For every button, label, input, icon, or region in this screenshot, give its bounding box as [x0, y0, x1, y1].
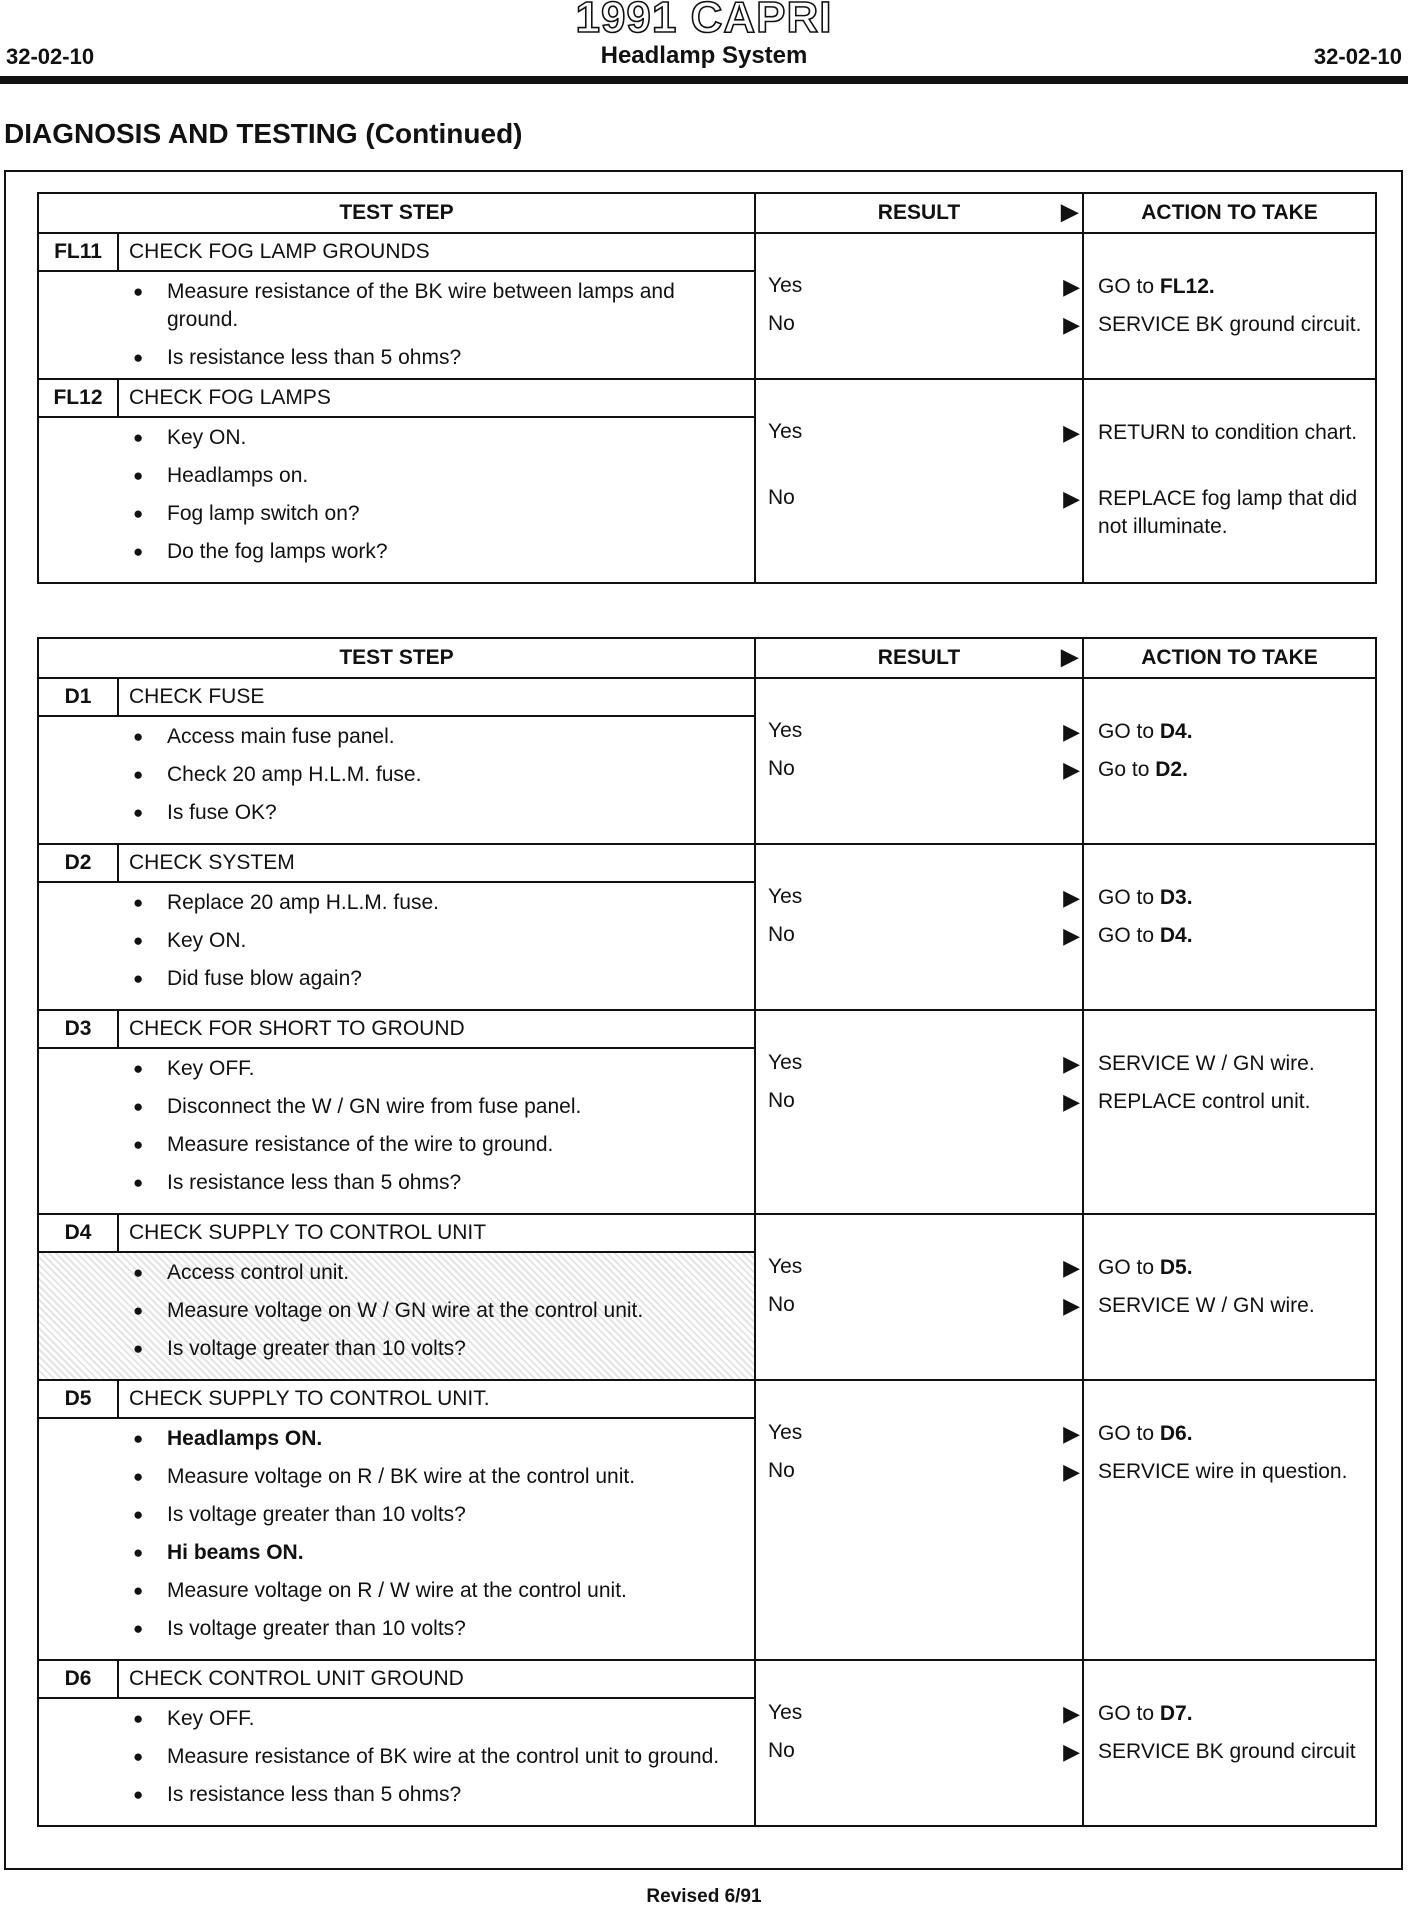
step-title: CHECK FUSE	[118, 678, 755, 716]
bullet-item: ● Is resistance less than 5 ohms?	[39, 1169, 754, 1197]
bullet-item: ● Replace 20 amp H.L.M. fuse.	[39, 889, 754, 917]
action-text	[1098, 1254, 1371, 1282]
test-table-headlamp-delay	[37, 637, 1377, 1827]
step-results	[755, 379, 1083, 583]
bullet-list	[39, 418, 754, 572]
action-text	[1098, 718, 1371, 746]
bullet-item: ● Measure voltage on R / W wire at the control unit.	[39, 1577, 754, 1605]
header-action: ACTION TO TAKE	[1083, 638, 1376, 678]
arrow-icon: ▶	[1063, 1293, 1081, 1318]
step-actions	[1083, 1660, 1376, 1826]
action-prefix: GO to	[1098, 1256, 1160, 1279]
action-target: D7.	[1159, 1702, 1193, 1725]
action-prefix: GO to	[1098, 720, 1160, 743]
bullet-item: ● Measure voltage on R / BK wire at the control unit.	[39, 1463, 754, 1491]
result-no: No	[768, 1293, 795, 1316]
action-prefix: SERVICE wire in question.	[1098, 1460, 1348, 1483]
result-no: No	[768, 312, 795, 335]
action-prefix: SERVICE BK ground circuit	[1098, 1740, 1356, 1763]
action-prefix: SERVICE W / GN wire.	[1098, 1052, 1315, 1075]
bullet-item: ● Is voltage greater than 10 volts?	[39, 1501, 754, 1529]
bullet-item: ● Is resistance less than 5 ohms?	[39, 344, 754, 372]
step-results	[755, 844, 1083, 1010]
action-prefix: GO to	[1098, 1422, 1160, 1445]
header-test-step: TEST STEP	[38, 193, 755, 233]
step-title: CHECK SUPPLY TO CONTROL UNIT	[118, 1214, 755, 1252]
arrow-icon: ▶	[1061, 644, 1079, 669]
step-id: FL11	[38, 233, 118, 271]
bullet-item: ● Measure voltage on W / GN wire at the control unit.	[39, 1297, 754, 1325]
bullet-item: ● Measure resistance of the wire to ground.	[39, 1131, 754, 1159]
section-code-right: 32-02-10	[1313, 44, 1402, 69]
step-id: D4	[38, 1214, 118, 1252]
bullet-item: ● Hi beams ON.	[39, 1539, 754, 1567]
action-text	[1098, 1420, 1371, 1448]
step-title: CHECK CONTROL UNIT GROUND	[118, 1660, 755, 1698]
step-actions	[1083, 379, 1376, 583]
result-yes: Yes	[768, 1701, 803, 1724]
action-prefix: SERVICE BK ground circuit.	[1098, 313, 1362, 336]
action-target: FL12.	[1159, 275, 1215, 298]
bullet-item: ● Headlamps ON.	[39, 1425, 754, 1453]
test-step-row	[38, 678, 1376, 716]
result-yes: Yes	[768, 420, 803, 443]
action-target: D4.	[1159, 924, 1193, 947]
result-yes: Yes	[768, 1255, 803, 1278]
step-id: D1	[38, 678, 118, 716]
arrow-icon: ▶	[1063, 1089, 1081, 1114]
result-no: No	[768, 1459, 795, 1482]
arrow-icon: ▶	[1063, 312, 1081, 337]
step-instructions	[38, 716, 755, 844]
step-instructions	[38, 1048, 755, 1214]
step-results	[755, 678, 1083, 844]
result-yes: Yes	[768, 274, 803, 297]
action-text	[1098, 273, 1371, 301]
arrow-icon: ▶	[1063, 923, 1081, 948]
test-step-row	[38, 379, 1376, 417]
step-actions	[1083, 1214, 1376, 1380]
bullet-list	[39, 883, 754, 999]
result-no: No	[768, 757, 795, 780]
action-target: D2.	[1155, 758, 1188, 781]
arrow-icon: ▶	[1063, 1701, 1081, 1726]
step-title: CHECK SUPPLY TO CONTROL UNIT.	[118, 1380, 755, 1418]
test-step-row	[38, 1214, 1376, 1252]
step-instructions	[38, 271, 755, 379]
test-table-fog-lamps	[37, 192, 1377, 584]
action-text	[1098, 884, 1371, 912]
arrow-icon: ▶	[1063, 486, 1081, 511]
step-id: D5	[38, 1380, 118, 1418]
step-title: CHECK SYSTEM	[118, 844, 755, 882]
step-instructions	[38, 1252, 755, 1380]
step-id: D6	[38, 1660, 118, 1698]
bullet-item: ● Is fuse OK?	[39, 799, 754, 827]
arrow-icon: ▶	[1063, 1051, 1081, 1076]
step-results	[755, 1660, 1083, 1826]
bullet-list	[39, 1419, 754, 1649]
action-prefix: GO to	[1098, 924, 1160, 947]
header-test-step: TEST STEP	[38, 638, 755, 678]
bullet-item: ● Key OFF.	[39, 1055, 754, 1083]
result-yes: Yes	[768, 1051, 803, 1074]
result-no: No	[768, 486, 795, 509]
bullet-item: ● Fog lamp switch on?	[39, 500, 754, 528]
arrow-icon: ▶	[1063, 420, 1081, 445]
section-code-left: 32-02-10	[6, 44, 95, 69]
bullet-list	[39, 1049, 754, 1203]
result-yes: Yes	[768, 719, 803, 742]
bullet-item: ● Access main fuse panel.	[39, 723, 754, 751]
bullet-item: ● Is voltage greater than 10 volts?	[39, 1615, 754, 1643]
step-id: D2	[38, 844, 118, 882]
revision-footer: Revised 6/91	[646, 1886, 762, 1907]
bullet-item: ● Is voltage greater than 10 volts?	[39, 1335, 754, 1363]
action-prefix: REPLACE fog lamp that did not illuminate.	[1098, 487, 1358, 538]
action-text	[1098, 1292, 1371, 1320]
bullet-item: ● Measure resistance of BK wire at the control unit to ground.	[39, 1743, 754, 1771]
bullet-item: ● Key ON.	[39, 927, 754, 955]
action-prefix: GO to	[1098, 1702, 1160, 1725]
arrow-icon: ▶	[1063, 757, 1081, 782]
arrow-icon: ▶	[1063, 1739, 1081, 1764]
step-title: CHECK FOG LAMP GROUNDS	[118, 233, 755, 271]
action-text	[1098, 1458, 1371, 1486]
action-prefix: RETURN to condition chart.	[1098, 421, 1358, 444]
arrow-icon: ▶	[1063, 885, 1081, 910]
action-text	[1098, 311, 1371, 339]
action-target: D4.	[1159, 720, 1193, 743]
step-title: CHECK FOR SHORT TO GROUND	[118, 1010, 755, 1048]
document-title: 1991 CAPRI	[575, 0, 833, 42]
action-target: D5.	[1159, 1256, 1193, 1279]
result-yes: Yes	[768, 1421, 803, 1444]
step-actions	[1083, 1010, 1376, 1214]
action-text	[1098, 1050, 1371, 1078]
bullet-item: ● Key OFF.	[39, 1705, 754, 1733]
step-instructions	[38, 1418, 755, 1660]
arrow-icon: ▶	[1063, 719, 1081, 744]
bullet-item: ● Check 20 amp H.L.M. fuse.	[39, 761, 754, 789]
section-title: DIAGNOSIS AND TESTING (Continued)	[4, 118, 523, 149]
action-text	[1098, 485, 1371, 541]
bullet-item: ● Key ON.	[39, 424, 754, 452]
bullet-list	[39, 1253, 754, 1369]
action-text	[1098, 1088, 1371, 1116]
step-results	[755, 1010, 1083, 1214]
test-step-row	[38, 1660, 1376, 1698]
action-prefix: REPLACE control unit.	[1098, 1090, 1311, 1113]
step-results	[755, 1214, 1083, 1380]
action-prefix: GO to	[1098, 886, 1160, 909]
bullet-list	[39, 1699, 754, 1815]
action-prefix: GO to	[1098, 275, 1160, 298]
action-target: D6.	[1159, 1422, 1193, 1445]
header-action: ACTION TO TAKE	[1083, 193, 1376, 233]
document-subtitle: Headlamp System	[600, 42, 808, 69]
bullet-list	[39, 272, 754, 378]
arrow-icon: ▶	[1063, 1421, 1081, 1446]
action-text	[1098, 922, 1371, 950]
arrow-icon: ▶	[1063, 274, 1081, 299]
result-no: No	[768, 1739, 795, 1762]
step-actions	[1083, 233, 1376, 379]
test-step-row	[38, 1380, 1376, 1418]
step-instructions	[38, 882, 755, 1010]
bullet-item: ● Access control unit.	[39, 1259, 754, 1287]
arrow-icon: ▶	[1063, 1459, 1081, 1484]
step-results	[755, 1380, 1083, 1660]
header-result: RESULT ▶	[755, 638, 1083, 678]
arrow-icon: ▶	[1063, 1255, 1081, 1280]
bullet-item: ● Did fuse blow again?	[39, 965, 754, 993]
step-actions	[1083, 844, 1376, 1010]
action-text	[1098, 1738, 1371, 1766]
bullet-item: ● Measure resistance of the BK wire between lamps and ground.	[39, 278, 754, 334]
result-yes: Yes	[768, 885, 803, 908]
step-id: FL12	[38, 379, 118, 417]
header-rule	[0, 76, 1408, 84]
bullet-item: ● Headlamps on.	[39, 462, 754, 490]
action-text	[1098, 756, 1371, 784]
step-actions	[1083, 1380, 1376, 1660]
action-prefix: Go to	[1098, 758, 1156, 781]
arrow-icon: ▶	[1061, 199, 1079, 224]
test-step-row	[38, 844, 1376, 882]
result-no: No	[768, 1089, 795, 1112]
step-title: CHECK FOG LAMPS	[118, 379, 755, 417]
test-step-row	[38, 1010, 1376, 1048]
header-result: RESULT ▶	[755, 193, 1083, 233]
action-text	[1098, 1700, 1371, 1728]
step-instructions	[38, 1698, 755, 1826]
bullet-item: ● Do the fog lamps work?	[39, 538, 754, 566]
step-results	[755, 233, 1083, 379]
step-instructions	[38, 417, 755, 583]
action-target: D3.	[1159, 886, 1193, 909]
step-actions	[1083, 678, 1376, 844]
action-text	[1098, 419, 1371, 447]
bullet-item: ● Disconnect the W / GN wire from fuse panel.	[39, 1093, 754, 1121]
action-prefix: SERVICE W / GN wire.	[1098, 1294, 1315, 1317]
step-id: D3	[38, 1010, 118, 1048]
result-no: No	[768, 923, 795, 946]
test-step-row	[38, 233, 1376, 271]
bullet-list	[39, 717, 754, 833]
bullet-item: ● Is resistance less than 5 ohms?	[39, 1781, 754, 1809]
